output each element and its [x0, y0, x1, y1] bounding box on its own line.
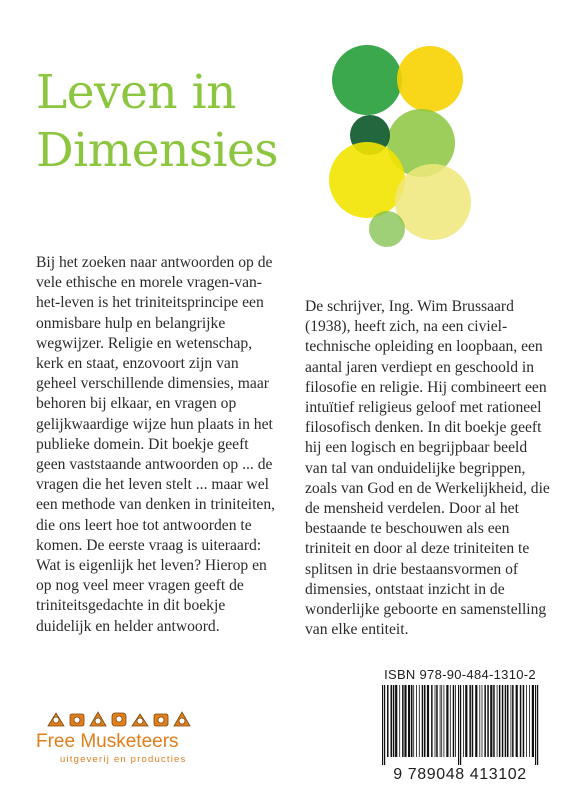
barcode-guard-bar — [535, 685, 536, 765]
barcode-guard-bar — [460, 685, 461, 765]
barcode-bar — [408, 685, 410, 757]
title-line-1: Leven in — [36, 65, 236, 120]
barcode-bar — [411, 685, 413, 757]
barcode-bar — [516, 685, 518, 757]
barcode-bar — [413, 685, 414, 757]
barcode-bar — [441, 685, 442, 757]
barcode-bar — [479, 685, 480, 757]
decorative-circles — [325, 30, 485, 250]
circle-green-large — [332, 45, 402, 115]
barcode-bar — [424, 685, 426, 757]
barcode-bar — [482, 685, 483, 757]
circle-small-green — [369, 211, 405, 247]
barcode-bar — [532, 685, 534, 757]
circle-yellow-top — [397, 46, 463, 112]
barcode-bar — [453, 685, 455, 757]
barcode-bar — [444, 685, 445, 757]
barcode-bar — [440, 685, 441, 757]
barcode-bar — [395, 685, 397, 757]
barcode-bar — [472, 685, 474, 757]
barcode-bar — [520, 685, 522, 757]
barcode-bar — [493, 685, 495, 757]
barcode-bar — [511, 685, 512, 757]
barcode-bar — [387, 685, 389, 757]
barcode-bar — [422, 685, 424, 757]
publisher-name: Free Musketeers — [36, 731, 179, 752]
isbn-barcode-block — [378, 667, 542, 787]
barcode-guard-bar — [382, 685, 383, 765]
circle-yellow-left — [329, 142, 405, 218]
barcode-guard-bar — [537, 685, 538, 765]
barcode-bar — [416, 685, 417, 757]
barcode-bar — [507, 685, 509, 757]
circle-paleyellow — [395, 164, 471, 240]
book-title — [36, 64, 278, 180]
barcode-bar — [523, 685, 525, 757]
barcode-bar — [427, 685, 429, 757]
author-bio-text: De schrijver, Ing. Wim Brussaard (1938), heeft zich, na een civiel-technische opleiding en loopbaan, een aantal jaren verdiept en geschoold in filosofie en religie. Hij combineert een intuïtief religieus geloof met rationeel filosofisch denken. In dit boekje geeft hij een logisch en begrijpbaar beeld van tal van onduidelijke begrippen, zoals van God en de Werkelijkheid, die de mensheid verdelen. Door al het bestaande te beschouwen als een triniteit en door al deze triniteiten te splitsen in drie bestaansvormen of dimensies, ontstaat inzicht in de wonderlijke geboorte en samenstelling van elke entiteit. — [305, 298, 550, 639]
title-line-2: Dimensies — [36, 123, 278, 178]
barcode-bar — [512, 685, 514, 757]
barcode-bar — [402, 685, 404, 757]
isbn-digits: 9 789048 413102 — [393, 766, 527, 783]
musketeer-hats-icon — [46, 709, 206, 729]
barcode-bar — [526, 685, 527, 757]
barcode-bar — [487, 685, 489, 757]
barcode-bar — [469, 685, 471, 757]
barcode-bar — [529, 685, 530, 757]
barcode-bar — [393, 685, 395, 757]
barcode-bar — [446, 685, 448, 757]
barcode-bar — [391, 685, 393, 757]
barcode-bar — [502, 685, 504, 757]
barcode-bar — [419, 685, 420, 757]
barcode-bar — [436, 685, 438, 757]
isbn-label: ISBN 978-90-484-1310-2 — [384, 667, 536, 682]
barcode-bar — [490, 685, 492, 757]
barcode-bar — [484, 685, 486, 757]
barcode-bar — [499, 685, 501, 757]
barcode-bar — [465, 685, 467, 757]
barcode-bar — [505, 685, 507, 757]
barcode-guard-bar — [384, 685, 385, 765]
barcode-bar — [435, 685, 436, 757]
barcode-bar — [455, 685, 456, 757]
barcode-bar — [475, 685, 477, 757]
barcode-bar — [463, 685, 464, 757]
barcode-bar — [431, 685, 433, 757]
publisher-logo — [36, 709, 211, 769]
blurb-text: Bij het zoeken naar antwoorden op de vele ethische en morele vragen-van-het-leven is het triniteitsprincipe een onmisbare hulp en belangrijke wegwijzer. Religie en wetenschap, kerk en staat, enzovoort zijn van geheel verschillende dimensies, maar behoren bij elkaar, en vragen op gelijkwaardige wijze hun plaats in het publieke domein. Dit boekje geeft geen vaststaande antwoorden op ... de vragen die het leven stelt ... maar wel een methode van denken in triniteiten, die ons leert hoe tot antwoorden te komen. De eerste vraag is uiteraard: Wat is eigenlijk het leven? Hierop en op nog veel meer vragen geeft de triniteitsgedachte in dit boekje duidelijk en helder antwoord. — [36, 254, 276, 635]
barcode-bar — [450, 685, 451, 757]
barcode-icon — [380, 685, 540, 765]
publisher-tagline: uitgeverij en producties — [60, 754, 187, 765]
barcode-guard-bar — [458, 685, 459, 765]
barcode-bar — [404, 685, 406, 757]
barcode-bar — [399, 685, 400, 757]
barcode-bar — [497, 685, 498, 757]
